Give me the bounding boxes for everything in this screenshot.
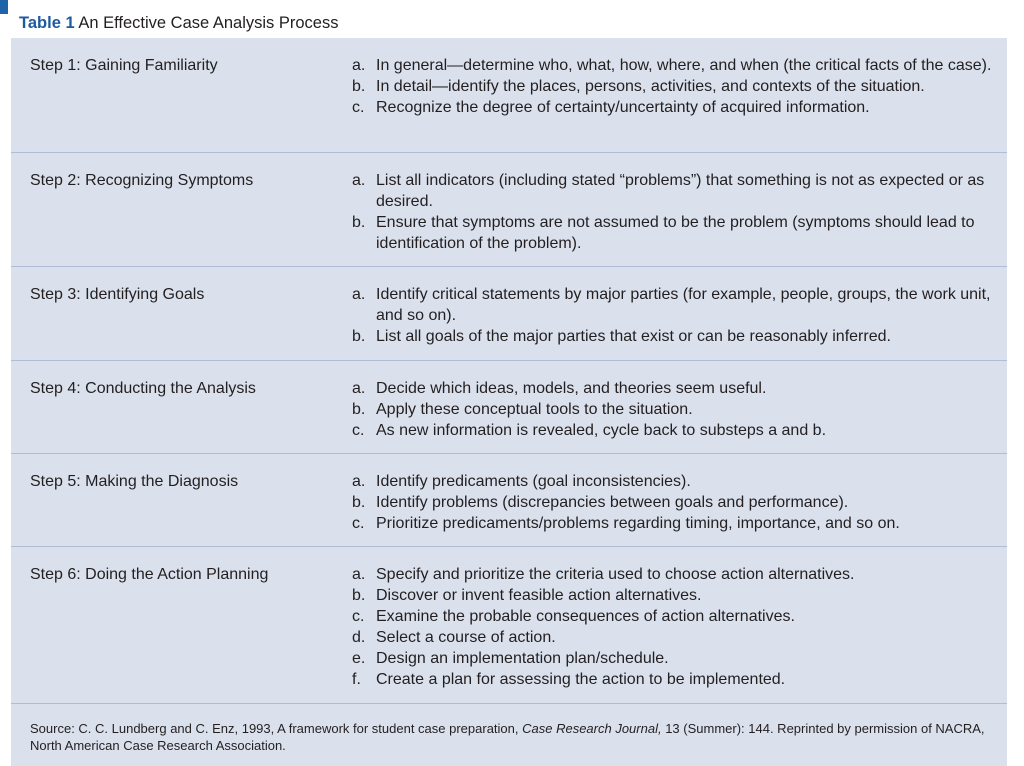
step-3-substeps (352, 284, 1000, 347)
step-5-substep-c (352, 513, 1000, 534)
substep-marker: a. (352, 286, 366, 303)
table-row-step-2 (11, 153, 1007, 267)
table-row-step-1 (11, 38, 1007, 153)
substep-text: Create a plan for assessing the action to be implemented. (376, 671, 786, 688)
step-2-substep-a (352, 170, 1000, 212)
substep-marker: e. (352, 650, 366, 667)
table-caption (19, 13, 338, 33)
substep-text: Identify problems (discrepancies between goals and performance). (376, 494, 849, 511)
substep-text: Examine the probable consequences of action alternatives. (376, 608, 795, 625)
step-4-name: Step 4: Conducting the Analysis (30, 380, 256, 397)
substep-marker: f. (352, 671, 361, 688)
step-6-substep-f (352, 669, 1000, 690)
substep-marker: c. (352, 608, 365, 625)
substep-marker: b. (352, 328, 366, 345)
substep-marker: a. (352, 57, 366, 74)
substep-text: Ensure that symptoms are not assumed to be the problem (symptoms should lead to identification of the problem). (376, 214, 975, 252)
step-1-substep-c (352, 97, 1000, 118)
table-row-step-4 (11, 361, 1007, 454)
table-title: An Effective Case Analysis Process (78, 14, 339, 32)
substep-marker: a. (352, 566, 366, 583)
substep-text: Prioritize predicaments/problems regarding timing, importance, and so on. (376, 515, 900, 532)
source-permission: 13 (Summer): 144. Reprinted by permission of NACRA, North American Case Research Association. (30, 721, 985, 753)
step-4-substep-b (352, 399, 1000, 420)
step-6-substeps (352, 564, 1000, 690)
substep-marker: b. (352, 587, 366, 604)
substep-text: Select a course of action. (376, 629, 556, 646)
substep-marker: b. (352, 401, 366, 418)
step-6-substep-b (352, 585, 1000, 606)
step-5-substep-b (352, 492, 1000, 513)
source-citation: Source: C. C. Lundberg and C. Enz, 1993, A framework for student case preparation, (30, 721, 523, 736)
substep-text: List all indicators (including stated “problems”) that something is not as expected or as desired. (376, 172, 985, 210)
step-4-substep-a (352, 378, 1000, 399)
substep-text: Decide which ideas, models, and theories seem useful. (376, 380, 767, 397)
table-row-step-3 (11, 267, 1007, 361)
corner-accent-mark (0, 0, 8, 14)
substep-text: In detail—identify the places, persons, activities, and contexts of the situation. (376, 78, 925, 95)
substep-text: List all goals of the major parties that exist or can be reasonably inferred. (376, 328, 891, 345)
step-6-name: Step 6: Doing the Action Planning (30, 566, 269, 583)
substep-marker: a. (352, 172, 366, 189)
substep-text: Identify critical statements by major parties (for example, people, groups, the work unit, and so on). (376, 286, 991, 324)
step-4-substeps (352, 378, 1000, 441)
step-6-substep-d (352, 627, 1000, 648)
step-5-substeps (352, 471, 1000, 534)
substep-marker: d. (352, 629, 366, 646)
substep-marker: c. (352, 515, 365, 532)
step-2-name: Step 2: Recognizing Symptoms (30, 172, 254, 189)
substep-text: Apply these conceptual tools to the situation. (376, 401, 693, 418)
substep-marker: c. (352, 99, 365, 116)
substep-marker: a. (352, 473, 366, 490)
substep-text: Specify and prioritize the criteria used to choose action alternatives. (376, 566, 855, 583)
case-analysis-table (11, 38, 1007, 766)
substep-marker: c. (352, 422, 365, 439)
step-1-substeps (352, 55, 1000, 118)
substep-text: As new information is revealed, cycle back to substeps a and b. (376, 422, 827, 439)
step-3-substep-b (352, 326, 1000, 347)
table-number: Table 1 (19, 14, 75, 32)
step-5-name: Step 5: Making the Diagnosis (30, 473, 239, 490)
step-2-substep-b (352, 212, 1000, 254)
table-row-step-6 (11, 547, 1007, 704)
substep-text: Recognize the degree of certainty/uncertainty of acquired information. (376, 99, 870, 116)
table-row-step-5 (11, 454, 1007, 547)
substep-marker: a. (352, 380, 366, 397)
step-3-substep-a (352, 284, 1000, 326)
source-journal: Case Research Journal, (522, 721, 662, 736)
source-note (30, 720, 995, 754)
step-1-substep-a (352, 55, 1000, 76)
substep-text: Identify predicaments (goal inconsistencies). (376, 473, 691, 490)
step-4-substep-c (352, 420, 1000, 441)
substep-marker: b. (352, 78, 366, 95)
substep-marker: b. (352, 214, 366, 231)
step-1-substep-b (352, 76, 1000, 97)
step-6-substep-a (352, 564, 1000, 585)
step-3-name: Step 3: Identifying Goals (30, 286, 205, 303)
substep-text: In general—determine who, what, how, where, and when (the critical facts of the case). (376, 57, 992, 74)
step-1-name: Step 1: Gaining Familiarity (30, 57, 218, 74)
step-5-substep-a (352, 471, 1000, 492)
substep-text: Design an implementation plan/schedule. (376, 650, 669, 667)
substep-marker: b. (352, 494, 366, 511)
substep-text: Discover or invent feasible action alternatives. (376, 587, 702, 604)
step-6-substep-c (352, 606, 1000, 627)
step-2-substeps (352, 170, 1000, 254)
step-6-substep-e (352, 648, 1000, 669)
